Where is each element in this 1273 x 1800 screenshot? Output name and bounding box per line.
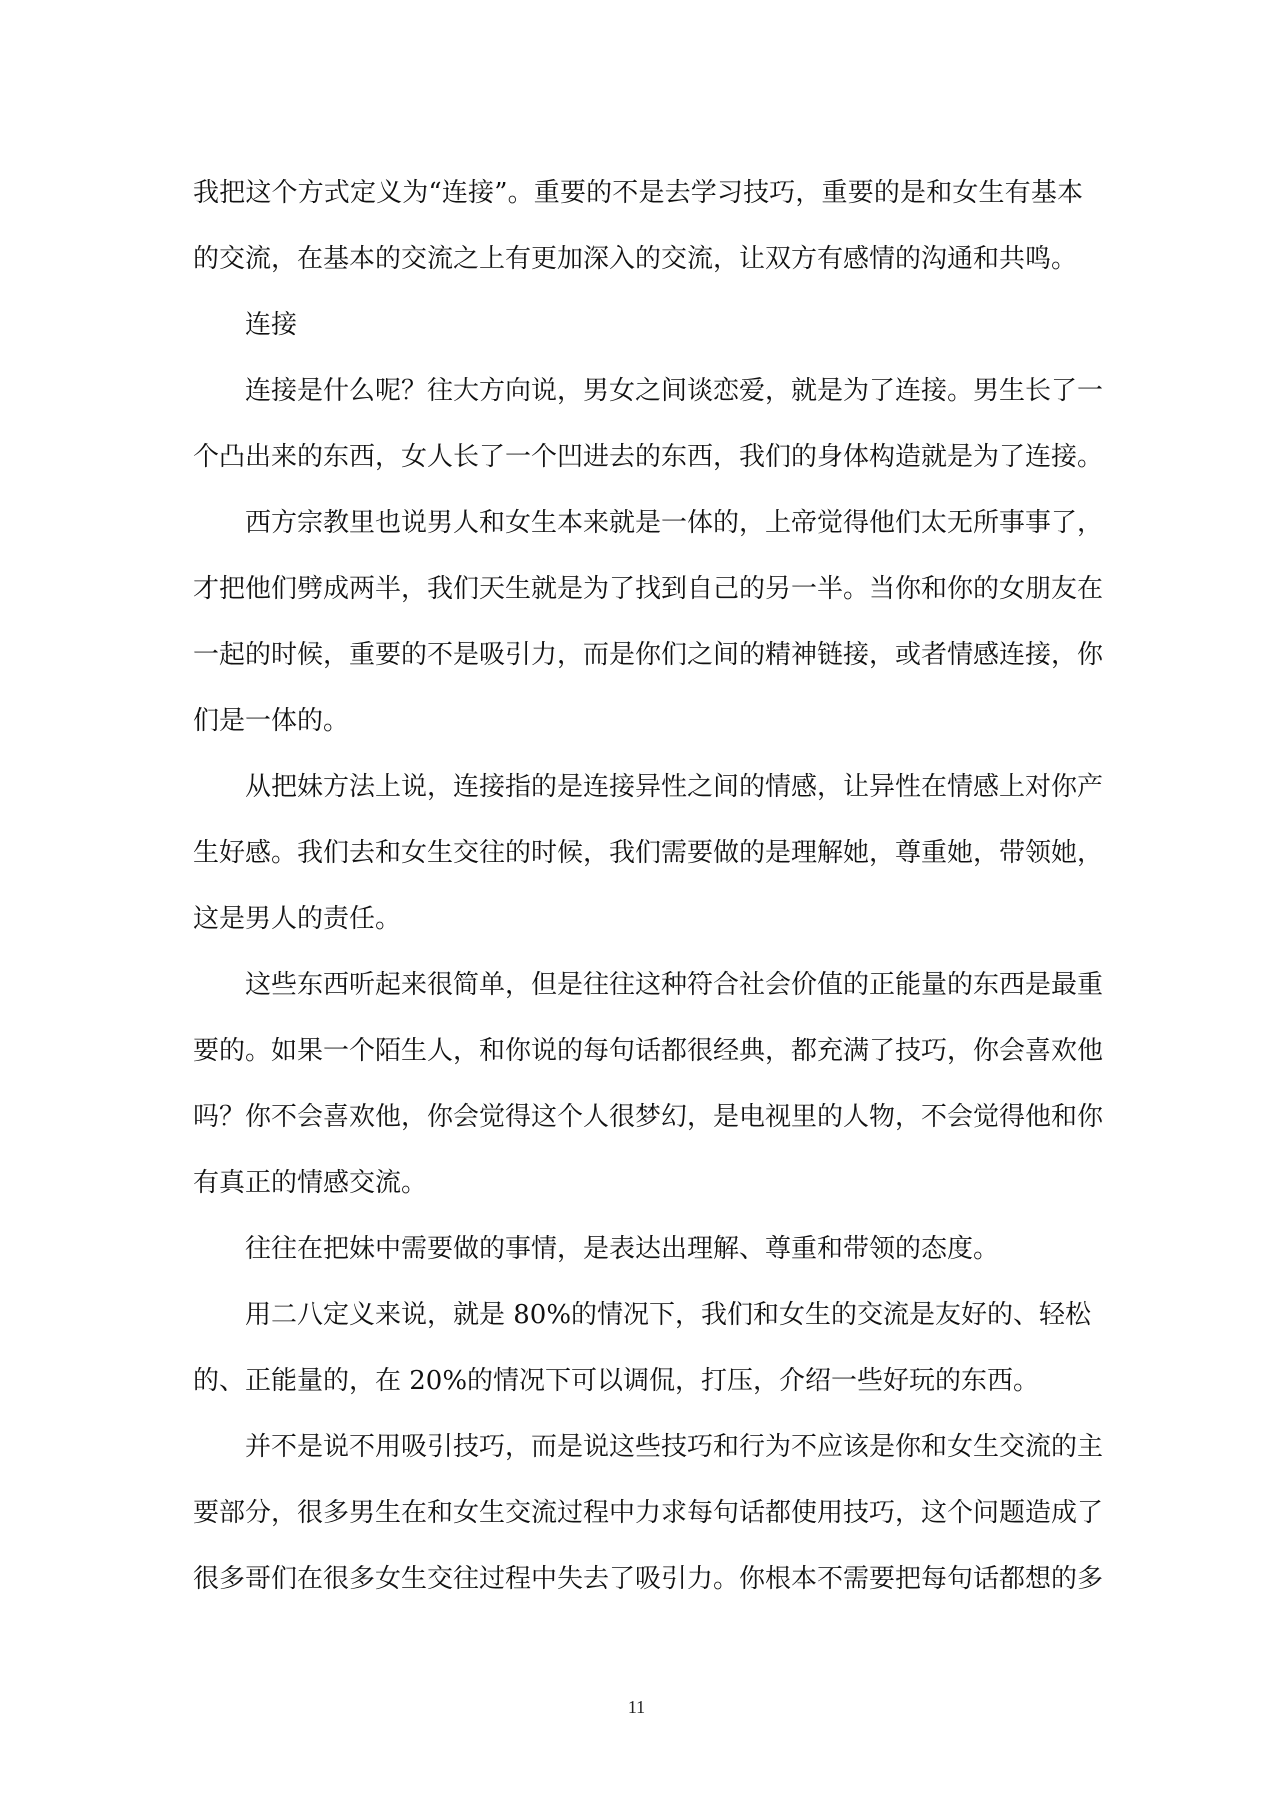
text-line: 从把妹方法上说，连接指的是连接异性之间的情感，让异性在情感上对你产 [245, 772, 1104, 802]
text-line: 西方宗教里也说男人和女生本来就是一体的，上帝觉得他们太无所事事了， [245, 508, 1104, 538]
text-line: 这些东西听起来很简单，但是往往这种符合社会价值的正能量的东西是最重 [245, 970, 1104, 1000]
text-line: 这是男人的责任。 [193, 904, 402, 934]
text-line: 们是一体的。 [193, 706, 350, 736]
text-line: 连接是什么呢？往大方向说，男女之间谈恋爱，就是为了连接。男生长了一 [245, 376, 1104, 406]
text-line: 的交流，在基本的交流之上有更加深入的交流，让双方有感情的沟通和共鸣。 [193, 244, 1078, 274]
text-line: 吗？你不会喜欢他，你会觉得这个人很梦幻，是电视里的人物，不会觉得他和你 [193, 1102, 1104, 1132]
text-line: 的、正能量的，在 20%的情况下可以调侃，打压，介绍一些好玩的东西。 [193, 1366, 1040, 1396]
section-heading: 连接 [245, 310, 298, 340]
document-body [193, 160, 1104, 1612]
text-line: 并不是说不用吸引技巧，而是说这些技巧和行为不应该是你和女生交流的主 [245, 1432, 1104, 1462]
text-line: 要部分，很多男生在和女生交流过程中力求每句话都使用技巧，这个问题造成了 [193, 1498, 1104, 1528]
text-line: 个凸出来的东西，女人长了一个凹进去的东西，我们的身体构造就是为了连接。 [193, 442, 1104, 472]
text-line: 很多哥们在很多女生交往过程中失去了吸引力。你根本不需要把每句话都想的多 [193, 1564, 1104, 1594]
text-line: 我把这个方式定义为“连接”。重要的不是去学习技巧，重要的是和女生有基本 [193, 178, 1083, 208]
text-line: 生好感。我们去和女生交往的时候，我们需要做的是理解她，尊重她，带领她， [193, 838, 1104, 868]
text-line: 才把他们劈成两半，我们天生就是为了找到自己的另一半。当你和你的女朋友在 [193, 574, 1104, 604]
text-line: 要的。如果一个陌生人，和你说的每句话都很经典，都充满了技巧，你会喜欢他 [193, 1036, 1104, 1066]
text-line: 有真正的情感交流。 [193, 1168, 428, 1198]
text-line: 用二八定义来说，就是 80%的情况下，我们和女生的交流是友好的、轻松 [245, 1300, 1092, 1330]
text-line: 一起的时候，重要的不是吸引力，而是你们之间的精神链接，或者情感连接，你 [193, 640, 1104, 670]
page-number: 11 [627, 1697, 646, 1717]
text-line: 往往在把妹中需要做的事情，是表达出理解、尊重和带领的态度。 [245, 1234, 1000, 1264]
